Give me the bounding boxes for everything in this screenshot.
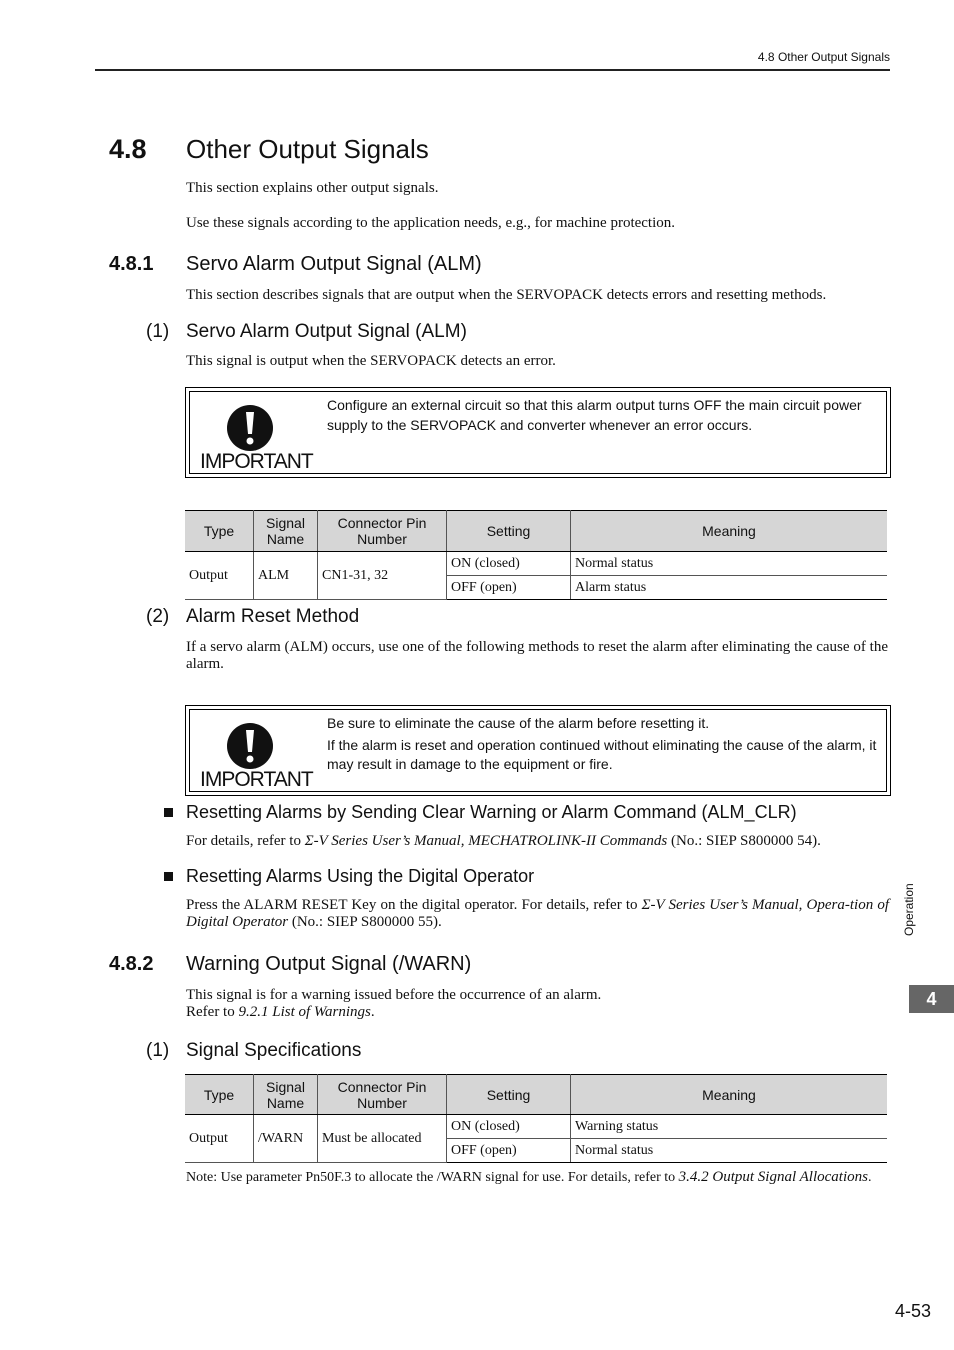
cell-setting: ON (closed) <box>447 1115 571 1139</box>
col-type: Type <box>185 511 254 552</box>
cell-meaning: Alarm status <box>571 576 888 600</box>
bullet-text: (No.: SIEP S800000 55). <box>288 914 442 930</box>
note-text: . <box>867 1170 872 1185</box>
important-text-2: If the alarm is reset and operation continued without eliminating the cause of the alarm, it may result in damage to the equipment or fire. <box>327 737 877 772</box>
subsection-title: Warning Output Signal (/WARN) <box>186 953 472 975</box>
important-notice <box>185 387 891 478</box>
bullet-text: Press the ALARM RESET Key on the digital operator. For details, refer to <box>186 897 642 913</box>
col-signal-name: Signal Name <box>254 511 318 552</box>
cell-pin: Must be allocated <box>318 1115 447 1163</box>
warning-signal-table <box>185 1074 887 1163</box>
page-number: 4-53 <box>894 1301 931 1321</box>
subsection-title: Servo Alarm Output Signal (ALM) <box>186 253 482 275</box>
exclamation-icon <box>226 722 274 770</box>
bullet-text: (No.: SIEP S800000 54). <box>667 833 821 849</box>
bullet-title: Resetting Alarms Using the Digital Operator <box>186 866 535 886</box>
manual-reference: Σ-V Series User’s Manual, Opera-tion of Digital Operator <box>186 897 889 930</box>
important-label: IMPORTANT <box>200 768 313 791</box>
subsection-number: 4.8.2 <box>109 953 154 975</box>
item-label: (1) <box>146 321 170 342</box>
manual-reference: Σ-V Series User’s Manual, MECHATROLINK-II Commands <box>304 833 668 849</box>
col-type: Type <box>185 1075 254 1115</box>
subsection-intro: This section describes signals that are output when the SERVOPACK detects errors and resetting methods. <box>186 287 827 303</box>
alarm-signal-table <box>185 510 887 600</box>
cross-reference: 3.4.2 Output Signal Allocations <box>678 1169 868 1185</box>
cell-setting: OFF (open) <box>447 1139 571 1163</box>
section-number: 4.8 <box>109 134 147 164</box>
section-title: Other Output Signals <box>186 134 429 164</box>
col-pin: Connector Pin Number <box>318 1075 447 1115</box>
header-rule <box>95 69 890 71</box>
item-title: Servo Alarm Output Signal (ALM) <box>186 321 467 342</box>
note-text: Note: Use parameter Pn50F.3 to allocate the /WARN signal for use. For details, refer to <box>186 1170 679 1185</box>
cell-pin: CN1-31, 32 <box>318 552 447 600</box>
intro-text: . <box>370 1004 375 1020</box>
item-intro: If a servo alarm (ALM) occurs, use one of the following methods to reset the alarm after eliminating the cause of the alarm. <box>186 639 888 672</box>
bullet-body <box>186 833 821 850</box>
cell-signal: ALM <box>254 552 318 600</box>
bullet-text: For details, refer to <box>186 833 305 849</box>
section-intro-2: Use these signals according to the application needs, e.g., for machine protection. <box>186 215 676 231</box>
running-header: 4.8 Other Output Signals <box>757 50 890 64</box>
item-title: Signal Specifications <box>186 1040 362 1061</box>
important-text-1: Be sure to eliminate the cause of the alarm before resetting it. <box>327 715 710 731</box>
cell-setting: OFF (open) <box>447 576 571 600</box>
table-note <box>186 1169 876 1186</box>
side-chapter-label: Operation <box>902 883 916 936</box>
bullet-square-icon <box>164 808 173 817</box>
important-label: IMPORTANT <box>200 450 313 473</box>
subsection-intro-2 <box>186 1004 375 1021</box>
cell-signal: /WARN <box>254 1115 318 1163</box>
item-intro: This signal is output when the SERVOPACK detects an error. <box>186 353 556 369</box>
cell-meaning: Warning status <box>571 1115 888 1139</box>
col-signal-name: Signal Name <box>254 1075 318 1115</box>
col-setting: Setting <box>447 511 571 552</box>
cell-meaning: Normal status <box>571 1139 888 1163</box>
col-setting: Setting <box>447 1075 571 1115</box>
item-label: (2) <box>146 606 170 627</box>
bullet-square-icon <box>164 872 173 881</box>
chapter-tab: 4 <box>909 985 954 1013</box>
cross-reference: 9.2.1 List of Warnings <box>238 1004 371 1020</box>
intro-text: Refer to <box>186 1004 239 1020</box>
subsection-number: 4.8.1 <box>109 253 154 275</box>
subsection-intro-1: This signal is for a warning issued before the occurrence of an alarm. <box>186 987 602 1003</box>
bullet-body <box>186 897 889 931</box>
col-meaning: Meaning <box>571 511 888 552</box>
bullet-title: Resetting Alarms by Sending Clear Warning or Alarm Command (ALM_CLR) <box>186 802 797 822</box>
cell-meaning: Normal status <box>571 552 888 576</box>
exclamation-icon <box>226 404 274 452</box>
section-intro-1: This section explains other output signals. <box>186 180 439 196</box>
item-label: (1) <box>146 1040 170 1061</box>
important-text: Configure an external circuit so that this alarm output turns OFF the main circuit power supply to the SERVOPACK and converter whenever an error occurs. <box>327 397 862 433</box>
item-title: Alarm Reset Method <box>186 606 360 627</box>
cell-type: Output <box>185 552 254 600</box>
col-pin: Connector Pin Number <box>318 511 447 552</box>
important-notice <box>185 705 891 796</box>
cell-setting: ON (closed) <box>447 552 571 576</box>
cell-type: Output <box>185 1115 254 1163</box>
col-meaning: Meaning <box>571 1075 888 1115</box>
